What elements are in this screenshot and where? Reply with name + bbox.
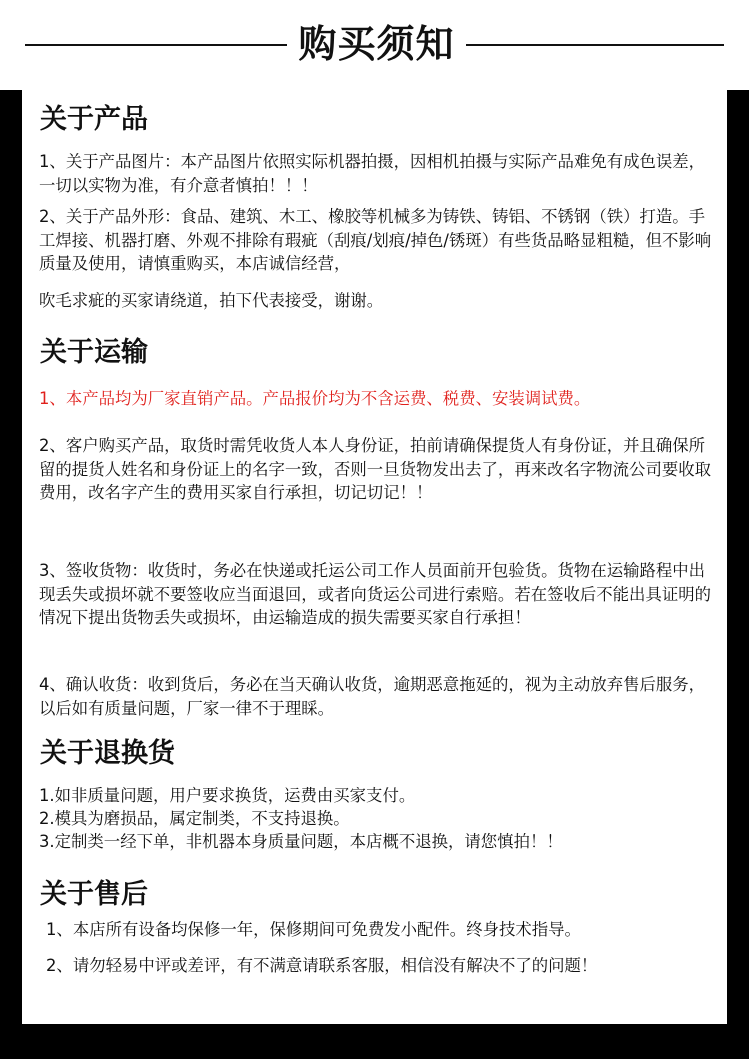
- shipping-paragraph-3: 3、签收货物：收货时，务必在快递或托运公司工作人员面前开包验货。货物在运输路程中出现丢失或损坏就不要签收应当面退回，或者向货运公司进行索赔。若在签收后不能出具证明的情况下提出货物丢失或损坏，由运输造成的损失需要买家自行承担！: [39, 561, 712, 627]
- returns-item-1: 1.如非质量问题，用户要求换货，运费由买家支付。: [39, 786, 416, 805]
- section-title-product: 关于产品: [40, 104, 148, 135]
- notice-panel: [22, 90, 727, 1024]
- returns-item-3: 3.定制类一经下单，非机器本身质量问题，本店概不退换，请您慎拍！！: [39, 832, 563, 851]
- section-title-aftersale: 关于售后: [40, 879, 148, 910]
- shipping-paragraph-4: 4、确认收货：收到货后，务必在当天确认收货，逾期恶意拖延的，视为主动放弃售后服务，以后如有质量问题，厂家一律不于理睬。: [39, 675, 706, 718]
- product-paragraph-2: 2、关于产品外形：食品、建筑、木工、橡胶等机械多为铸铁、铸铝、不锈钢（铁）打造。手工焊接、机器打磨、外观不排除有瑕疵（刮痕/划痕/掉色/锈斑）有些货品略显粗糙，但不影响质量及使用，请慎重购买，本店诚信经营，: [39, 207, 712, 273]
- shipping-paragraph-2: 2、客户购买产品，取货时需凭收货人本人身份证，拍前请确保提货人有身份证，并且确保所留的提货人姓名和身份证上的名字一致，否则一旦货物发出去了，再来改名字物流公司要收取费用，改名字产生的费用买家自行承担，切记切记！！: [39, 436, 712, 502]
- page-title: 购买须知: [298, 22, 455, 66]
- aftersale-item-2: 2、请勿轻易中评或差评，有不满意请联系客服，相信没有解决不了的问题！: [46, 956, 598, 975]
- aftersale-item-1: 1、本店所有设备均保修一年，保修期间可免费发小配件。终身技术指导。: [46, 920, 581, 939]
- product-paragraph-1: 1、关于产品图片：本产品图片依照实际机器拍摄，因相机拍摄与实际产品难免有成色误差，一切以实物为准，有介意者慎拍！！！: [39, 152, 706, 195]
- shipping-notice-red: 1、本产品均为厂家直销产品。产品报价均为不含运费、税费、安装调试费。: [39, 389, 591, 408]
- section-title-returns: 关于退换货: [40, 738, 175, 769]
- header: [0, 0, 749, 90]
- header-rule-right: [466, 44, 724, 46]
- header-rule-left: [25, 44, 287, 46]
- product-paragraph-2-end: 吹毛求疵的买家请绕道，拍下代表接受，谢谢。: [39, 291, 384, 310]
- returns-item-2: 2.模具为磨损品，属定制类，不支持退换。: [39, 809, 350, 828]
- section-title-shipping: 关于运输: [40, 337, 148, 368]
